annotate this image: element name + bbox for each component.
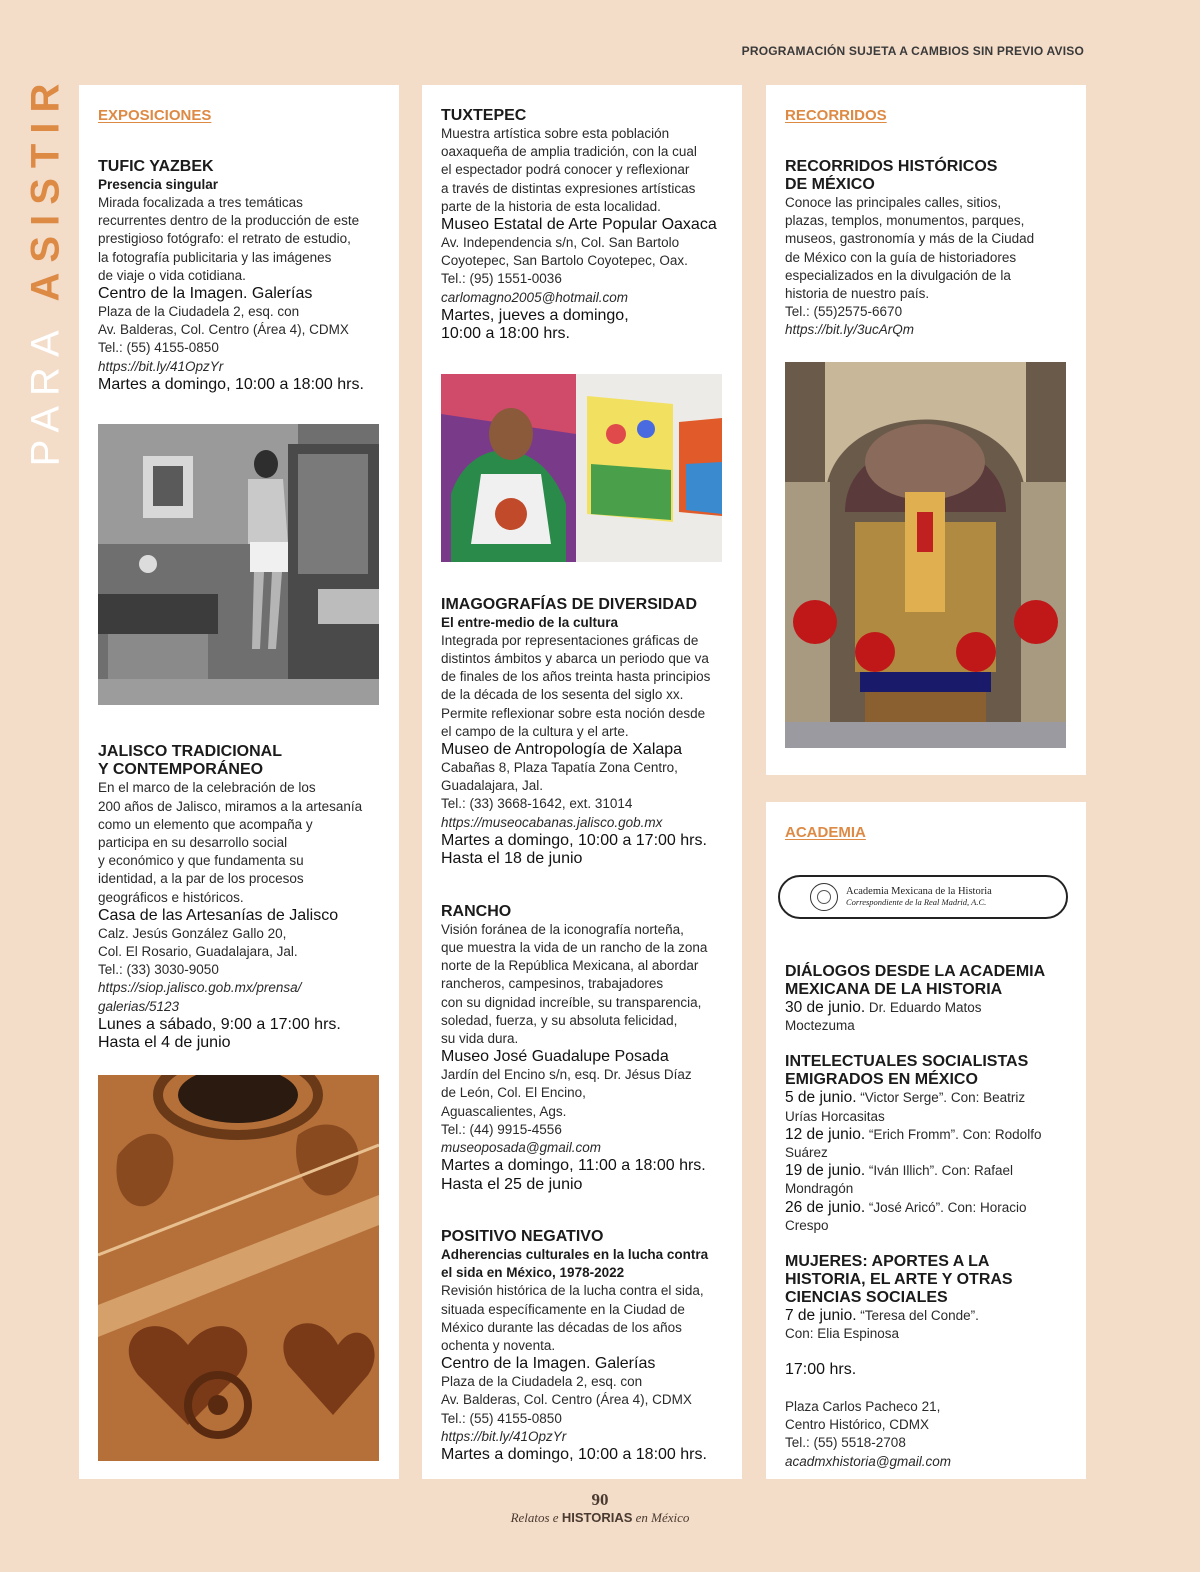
tour-description: Conoce las principales calles, sitios, plazas, templos, monumentos, parques, museos, gastronomía y más de la Ciudad de México con la guía de historiadores especializados en la divulgación de la historia de nuestro país. Tel.: (55)2575-6670 bbox=[785, 195, 1035, 320]
academy-email[interactable]: acadmxhistoria@gmail.com bbox=[785, 1453, 952, 1469]
academy-logo bbox=[778, 875, 1068, 919]
academy-session: 30 de junio. Dr. Eduardo Matos Moctezuma bbox=[785, 999, 982, 1034]
event-jalisco bbox=[98, 743, 379, 1052]
academy-logo-text: Academia Mexicana de la Historia Correspondiente de la Real Madrid, A.C. bbox=[846, 886, 992, 907]
event-subtitle: El entre-medio de la cultura bbox=[441, 614, 619, 630]
academy-mujeres bbox=[785, 1253, 1066, 1343]
event-venue: Museo de Antropología de Xalapa bbox=[441, 741, 683, 759]
event-subtitle: Adherencias culturales en la lucha contra el sida en México, 1978-2022 bbox=[441, 1247, 709, 1281]
event-tufic-yazbek bbox=[98, 158, 379, 394]
event-title: RANCHO bbox=[441, 902, 512, 920]
academy-session: 19 de junio. “Iván Illich”. Con: Rafael Mondragón bbox=[785, 1162, 1013, 1197]
event-link[interactable]: https://siop.jalisco.gob.mx/prensa/ galerias/5123 bbox=[98, 980, 302, 1014]
page-number: 90 bbox=[591, 1490, 609, 1509]
event-title: POSITIVO NEGATIVO bbox=[441, 1228, 604, 1246]
event-email[interactable]: museoposada@gmail.com bbox=[441, 1140, 602, 1156]
tours-column bbox=[766, 85, 1086, 775]
event-address: Plaza de la Ciudadela 2, esq. con Av. Balderas, Col. Centro (Área 4), CDMX Tel.: (55) 4155-0850 bbox=[441, 1374, 692, 1426]
event-venue: Centro de la Imagen. Galerías bbox=[441, 1355, 656, 1373]
photo-cathedral-altar bbox=[785, 362, 1066, 748]
event-positivo-negativo bbox=[441, 1228, 724, 1464]
academy-intelectuales bbox=[785, 1053, 1066, 1235]
event-title: TUXTEPEC bbox=[441, 107, 527, 124]
side-title bbox=[0, 0, 80, 1572]
event-address: Cabañas 8, Plaza Tapatía Zona Centro, Guadalajara, Jal. Tel.: (33) 3668-1642, ext. 31014 bbox=[441, 760, 678, 812]
event-address: Av. Independencia s/n, Col. San Bartolo Coyotepec, San Bartolo Coyotepec, Oax. Tel.: (95) 1551-0036 bbox=[441, 235, 688, 287]
event-description: Revisión histórica de la lucha contra el sida, situada específicamente en la Ciudad de México durante las décadas de los años ochenta y noventa. bbox=[441, 1283, 704, 1353]
section-heading-recorridos: RECORRIDOS bbox=[785, 107, 887, 124]
event-hours: Lunes a sábado, 9:00 a 17:00 hrs. Hasta el 4 de junio bbox=[98, 1015, 341, 1052]
event-hours: Martes a domingo, 10:00 a 18:00 hrs. bbox=[441, 1445, 707, 1463]
photo-tufic-yazbek bbox=[98, 424, 379, 705]
academy-block-title: DIÁLOGOS DESDE LA ACADEMIA MEXICANA DE LA HISTORIA bbox=[785, 963, 1046, 998]
magazine-name: Relatos e HISTORIAS en México bbox=[510, 1510, 690, 1525]
event-hours: Martes a domingo, 10:00 a 18:00 hrs. bbox=[98, 375, 364, 393]
section-heading-academia: ACADEMIA bbox=[785, 824, 866, 841]
academy-dialogos bbox=[785, 963, 1066, 1035]
event-venue: Casa de las Artesanías de Jalisco bbox=[98, 906, 339, 924]
academy-block-title: INTELECTUALES SOCIALISTAS EMIGRADOS EN MÉXICO bbox=[785, 1053, 1029, 1089]
academy-seal-icon bbox=[810, 883, 838, 911]
schedule-notice: PROGRAMACIÓN SUJETA A CAMBIOS SIN PREVIO AVISO bbox=[741, 44, 1084, 58]
academy-column bbox=[766, 802, 1086, 1479]
event-venue: Museo José Guadalupe Posada bbox=[441, 1048, 669, 1066]
academy-time: 17:00 hrs. bbox=[785, 1361, 857, 1379]
event-imagografias bbox=[441, 596, 724, 869]
academy-session: 5 de junio. “Victor Serge”. Con: Beatriz Urías Horcasitas bbox=[785, 1089, 1026, 1124]
event-title: IMAGOGRAFÍAS DE DIVERSIDAD bbox=[441, 595, 698, 613]
event-title: TUFIC YAZBEK bbox=[98, 158, 214, 175]
section-heading-exposiciones: EXPOSICIONES bbox=[98, 107, 212, 124]
event-link[interactable]: https://bit.ly/41OpzYr bbox=[98, 358, 224, 374]
event-address: Jardín del Encino s/n, esq. Dr. Jésus Díaz de León, Col. El Encino, Aguascalientes, Ags. Tel.: (44) 9915-4556 bbox=[441, 1067, 692, 1137]
exhibitions-column-2 bbox=[422, 85, 742, 1479]
event-email[interactable]: carlomagno2005@hotmail.com bbox=[441, 289, 629, 305]
event-description: En el marco de la celebración de los 200 años de Jalisco, miramos a la artesanía como un elemento que acompaña y participa en su desarrollo social y económico y que fundamenta su identidad, a la par de los procesos geográficos e históricos. bbox=[98, 780, 363, 905]
academy-session: 12 de junio. “Erich Fromm”. Con: Rodolfo Suárez bbox=[785, 1125, 1042, 1161]
event-description: Visión foránea de la iconografía norteña, que muestra la vida de un rancho de la zona norte de la República Mexicana, al abordar rancheros, campesinos, trabajadores con su dignidad increíble, su transparencia, soledad, fuerza, y su absoluta felicidad, su vida dura. bbox=[441, 921, 708, 1047]
event-venue: Centro de la Imagen. Galerías bbox=[98, 285, 313, 303]
event-tuxtepec bbox=[441, 107, 724, 344]
event-subtitle: Presencia singular bbox=[98, 177, 219, 192]
event-title: JALISCO TRADICIONAL Y CONTEMPORÁNEO bbox=[98, 743, 282, 779]
exhibitions-column bbox=[79, 85, 399, 1479]
event-description: Integrada por representaciones gráficas de distintos ámbitos y abarca un periodo que va de finales de los años treinta hasta principios de la década de los sesenta del siglo xx. Permite reflexionar sobre esta noción desde el campo de la cultura y el arte. bbox=[441, 632, 711, 739]
event-venue: Museo Estatal de Arte Popular Oaxaca bbox=[441, 216, 717, 234]
academy-session: 7 de junio. “Teresa del Conde”. Con: Elia Espinosa bbox=[785, 1307, 979, 1342]
photo-jalisco-pottery bbox=[98, 1075, 379, 1461]
tour-link[interactable]: https://bit.ly/3ucArQm bbox=[785, 322, 915, 338]
event-address: Calz. Jesús González Gallo 20, Col. El Rosario, Guadalajara, Jal. Tel.: (33) 3030-9050 bbox=[98, 925, 298, 978]
academy-session: 26 de junio. “José Aricó”. Con: Horacio Crespo bbox=[785, 1198, 1027, 1233]
side-title-light: PARA bbox=[23, 322, 68, 467]
event-hours: Martes, jueves a domingo, 10:00 a 18:00 hrs. bbox=[441, 306, 629, 343]
event-link[interactable]: https://museocabanas.jalisco.gob.mx bbox=[441, 814, 663, 830]
side-title-bold: ASISTIR bbox=[23, 73, 68, 302]
tour-title: RECORRIDOS HISTÓRICOS DE MÉXICO bbox=[785, 158, 998, 193]
event-hours: Martes a domingo, 11:00 a 18:00 hrs. Hasta el 25 de junio bbox=[441, 1157, 706, 1193]
photo-tuxtepec-paintings bbox=[441, 374, 722, 562]
event-rancho bbox=[441, 903, 724, 1194]
page-footer bbox=[0, 1490, 1200, 1526]
academy-block-title: MUJERES: APORTES A LA HISTORIA, EL ARTE Y OTRAS CIENCIAS SOCIALES bbox=[785, 1253, 1013, 1307]
event-description: Mirada focalizada a tres temáticas recurrentes dentro de la producción de este prestigioso fotógrafo: el retrato de estudio, la fotografía publicitaria y las imágenes de viaje o vida cotidiana. bbox=[98, 195, 360, 283]
event-description: Muestra artística sobre esta población oaxaqueña de amplia tradición, con la cual el espectador podrá conocer y reflexionar a través de distintas expresiones artísticas parte de la historia de esta localidad. bbox=[441, 126, 697, 214]
event-link[interactable]: https://bit.ly/41OpzYr bbox=[441, 1428, 567, 1444]
academy-address: Plaza Carlos Pacheco 21, Centro Histórico, CDMX Tel.: (55) 5518-2708 bbox=[785, 1398, 941, 1451]
event-hours: Martes a domingo, 10:00 a 17:00 hrs. Hasta el 18 de junio bbox=[441, 831, 707, 868]
event-address: Plaza de la Ciudadela 2, esq. con Av. Balderas, Col. Centro (Área 4), CDMX Tel.: (55) 4155-0850 bbox=[98, 304, 349, 356]
